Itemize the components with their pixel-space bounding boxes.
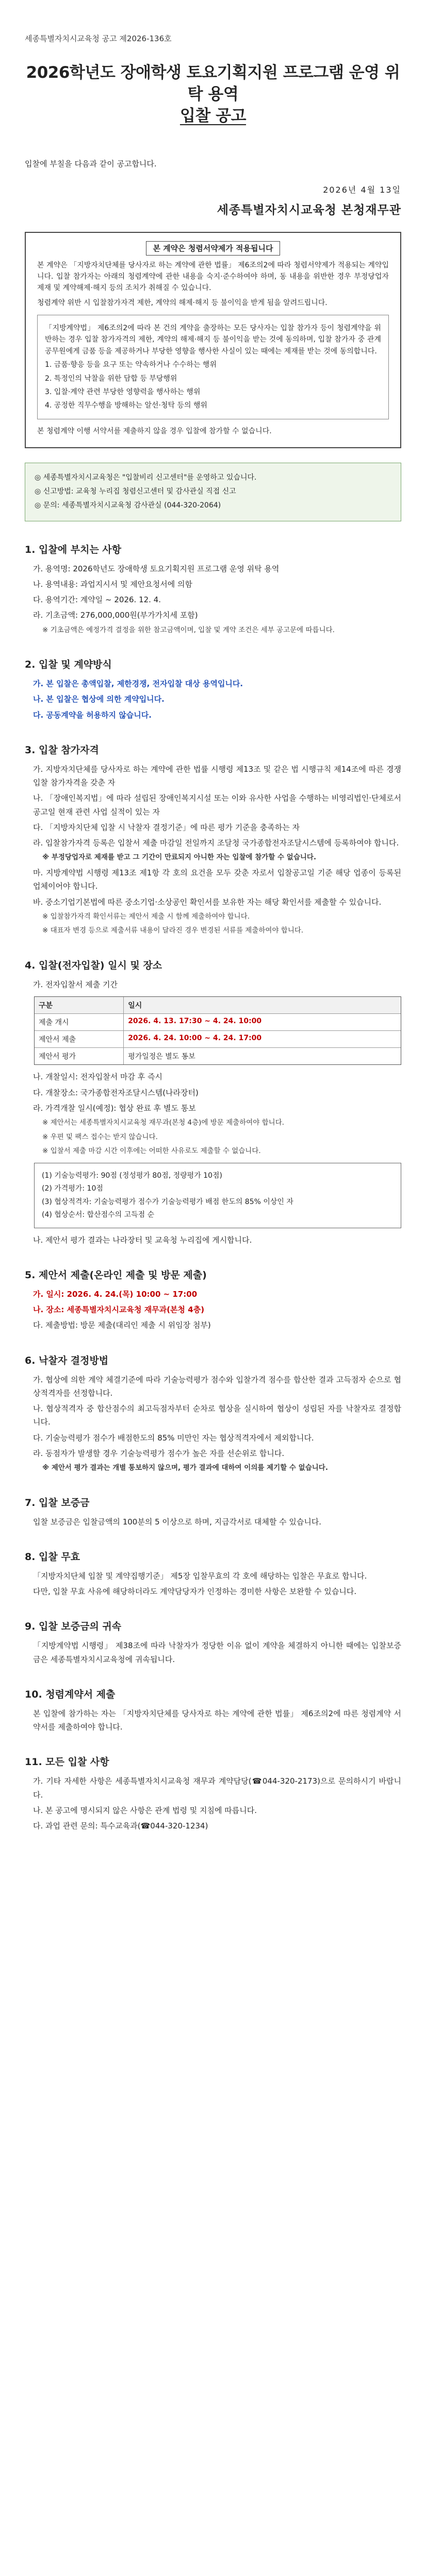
table-cell: 2026. 4. 13. 17:30 ~ 4. 24. 10:00 [128,1017,262,1026]
pledge-inner-box [37,315,389,419]
list-item: 가. 협상에 의한 계약 체결기준에 따라 기술능력평가 점수와 입찰가격 점수를 합산한 결과 고득점자 순으로 협상적격자를 선정합니다. [33,1375,401,1398]
list-item: 라. 입찰참가자격 등록은 입찰서 제출 마감일 전일까지 조달청 국가종합전자조달시스템에 등록하여야 합니다. [33,838,399,848]
section-title: 7. 입찰 보증금 [25,1497,90,1509]
list-item: 라. 기초금액: 276,000,000원(부가가치세 포함) [33,611,198,620]
section-title: 6. 낙찰자 결정방법 [25,1354,109,1366]
list-item: 바. 중소기업기본법에 따른 중소기업·소상공인 확인서를 보유한 자는 해당 확인서를 제출할 수 있습니다. [33,897,382,907]
note: ※ 입찰서 제출 마감 시간 이후에는 어떠한 사유로도 제출할 수 없습니다. [42,1147,261,1156]
section-title: 1. 입찰에 부치는 사항 [25,544,122,555]
table-cell: 제출 개시 [35,1014,124,1030]
table-cell: 2026. 4. 24. 10:00 ~ 4. 24. 17:00 [128,1034,262,1043]
section-11 [25,1754,401,1833]
section-5 [25,1267,401,1332]
list-item: 「지방계약법 시행령」 제38조에 따라 낙찰자가 정당한 이유 없이 계약을 체결하지 아니한 때에는 입찰보증금은 세종특별자치시교육청에 귀속됩니다. [33,1641,401,1664]
document-title [25,62,401,127]
list-item: 가. 지방자치단체를 당사자로 하는 계약에 관한 법률 시행령 제13조 및 같은 법 시행규칙 제14조에 따른 경쟁입찰 참가자격을 갖춘 자 [33,764,401,788]
list-item: 가. 전자입찰서 제출 기간 [33,980,118,990]
list-item: 나. 개찰일시: 전자입찰서 마감 후 즉시 [33,1072,163,1082]
list-item: 라. 동점자가 발생할 경우 기술능력평가 점수가 높은 자를 선순위로 합니다. [33,1448,285,1458]
section-3 [25,742,401,937]
section-10 [25,1687,401,1734]
list-item: 다. 과업 관련 문의: 특수교육과(☎044-320-1234) [33,1821,208,1831]
list-item: 다. 기술능력평가 점수가 배점한도의 85% 미만인 자는 협상적격자에서 제외합니다. [33,1433,314,1443]
pledge-paragraph: 본 계약은 「지방자치단체를 당사자로 하는 계약에 관한 법률」 제6조의2에 따라 청렴서약제가 적용되는 계약입니다. 입찰 참가자는 아래의 청렴계약에 관한 내용을 숙지·준수하여야 하며, 동 내용을 위반한 경우 부정당업자 제재 및 계약해제·해지 등의 조치가 취해질 수 있습니다. [37,261,389,293]
section-title: 8. 입찰 무효 [25,1551,80,1563]
report-notice-box [25,463,401,521]
notice-line: ◎ 신고방법: 교육청 누리집 청렴신고센터 및 감사관실 직접 신고 [35,487,236,496]
list-item: 마. 지방계약법 시행령 제13조 제1항 각 호의 요건을 모두 갖춘 자로서 입찰공고일 기준 해당 업종이 등록된 업체이어야 합니다. [33,868,401,891]
integrity-pledge-heading: 본 계약은 청렴서약제가 적용됩니다 [37,242,389,255]
title-line-2: 입찰 공고 [179,106,247,125]
list-item: 다. 용역기간: 계약일 ~ 2026. 12. 4. [33,595,161,605]
section-4 [25,958,401,1247]
section-1 [25,542,401,637]
section-6 [25,1353,401,1475]
section-title: 3. 입찰 참가자격 [25,744,99,756]
section-title: 4. 입찰(전자입찰) 일시 및 장소 [25,960,162,972]
pledge-inner-text: 1. 금품·향응 등을 요구 또는 약속하거나 수수하는 행위 [45,361,217,369]
list-item: 가. 기타 자세한 사항은 세종특별자치시교육청 재무과 계약담당(☎044-320-2173)으로 문의하시기 바랍니다. [33,1776,401,1800]
list-item: 다만, 입찰 무효 사유에 해당하더라도 계약담당자가 인정하는 경미한 사항은 보완할 수 있습니다. [33,1587,357,1597]
table-row [35,997,401,1013]
list-item: 가. 용역명: 2026학년도 장애학생 토요기획지원 프로그램 운영 위탁 용역 [33,564,280,573]
section-title: 9. 입찰 보증금의 귀속 [25,1621,122,1633]
note: ※ 기초금액은 예정가격 결정을 위한 참고금액이며, 입찰 및 계약 조건은 세부 공고문에 따릅니다. [42,625,335,634]
warning-note: ※ 부정당업자로 제재를 받고 그 기간이 만료되지 아니한 자는 입찰에 참가할 수 없습니다. [42,853,317,862]
pledge-closing: 본 청렴계약 이행 서약서를 제출하지 않을 경우 입찰에 참가할 수 없습니다. [37,427,272,435]
list-item: 다. 공동계약을 허용하지 않습니다. [33,710,152,720]
criteria-line: (2) 가격평가: 10점 [42,1184,103,1193]
section-7 [25,1495,401,1529]
evaluation-criteria-box [34,1163,401,1228]
table-cell: 제안서 평가 [35,1048,124,1064]
list-item: 입찰 보증금은 입찰금액의 100분의 5 이상으로 하며, 지급각서로 대체할 수 있습니다. [33,1517,322,1527]
pledge-inner-text: 「지방계약법」 제6조의2에 따라 본 건의 계약을 출장하는 모든 당사자는 입찰 참가자 등이 청렴계약을 위반하는 경우 입찰 참가자격의 제한, 계약의 해제·해지 등 불이익을 받는 것에 동의하며, 입찰 참가자 중 관계 공무원에게 금품 등을 제공하거나 부당한 영향을 행사한 사실이 있는 때에는 제재를 받는 것에 동의합니다. [45,324,381,355]
notice-line: ◎ 세종특별자치시교육청은 "입찰비리 신고센터"를 운영하고 있습니다. [35,473,257,482]
integrity-pledge-box [25,232,401,449]
list-item: 라. 가격개찰 일시(예정): 협상 완료 후 별도 통보 [33,1103,196,1113]
table-row [35,1030,401,1047]
table-cell: 구분 [35,997,124,1013]
note: ※ 제안서는 세종특별자치시교육청 재무과(본청 4층)에 방문 제출하여야 합니다. [42,1118,285,1127]
section-title: 11. 모든 입찰 사항 [25,1756,109,1768]
list-item: 나. 본 공고에 명시되지 않은 사항은 관계 법령 및 지침에 따릅니다. [33,1805,257,1815]
intro-text: 입찰에 부칠을 다음과 같이 공고합니다. [25,159,157,168]
list-item: 다. 제출방법: 방문 제출(대리인 제출 시 위임장 첨부) [33,1320,211,1330]
table-cell: 평가일정은 별도 통보 [128,1053,195,1061]
schedule-table [34,996,401,1065]
list-item: 나. 협상적격자 중 합산점수의 최고득점자부터 순차로 협상을 실시하여 협상이 성립된 자를 낙찰자로 결정합니다. [33,1404,401,1427]
pledge-paragraph: 청렴계약 위반 시 입찰참가자격 제한, 계약의 해제·해지 등 불이익을 받게 됨을 알려드립니다. [37,298,327,307]
list-item: 나. 용역내용: 과업지시서 및 제안요청서에 의함 [33,579,192,589]
pledge-inner-text: 3. 입찰·계약 관련 부당한 영향력을 행사하는 행위 [45,388,201,397]
table-row [35,1013,401,1030]
criteria-line: (3) 협상적격자: 기술능력평가 점수가 기술능력평가 배점 한도의 85% 이상인 자 [42,1197,293,1206]
note: ※ 대표자 변경 등으로 제출서류 내용이 달라진 경우 변경된 서류를 제출하여야 합니다. [42,926,304,935]
section-9 [25,1619,401,1666]
list-item: 본 입찰에 참가하는 자는 「지방자치단체를 당사자로 하는 계약에 관한 법률」 제6조의2에 따른 청렴계약 서약서를 제출하여야 합니다. [33,1708,401,1732]
section-title: 10. 청렴계약서 제출 [25,1688,116,1700]
criteria-line: (1) 기술능력평가: 90점 (정성평가 80점, 정량평가 10점) [42,1171,222,1180]
warning-note: ※ 제안서 평가 결과는 개별 통보하지 않으며, 평가 결과에 대하여 이의를 제기할 수 없습니다. [42,1464,328,1472]
title-line-1: 2026학년도 장애학생 토요기획지원 프로그램 운영 위탁 용역 [26,63,400,104]
list-item: 다. 「지방자치단체 입찰 시 낙찰자 결정기준」에 따른 평가 기준을 충족하는 자 [33,822,300,832]
notice-line: ◎ 문의: 세종특별자치시교육청 감사관실 (044-320-2064) [35,501,221,510]
announcement-date: 2026년 4월 13일 [323,184,401,195]
list-item: 나. 본 입찰은 협상에 의한 계약입니다. [33,694,165,704]
table-row [35,1047,401,1064]
section-8 [25,1549,401,1599]
list-item: 가. 일시: 2026. 4. 24.(목) 10:00 ~ 17:00 [33,1289,198,1299]
announcement-number: 세종특별자치시교육청 공고 제2026-136호 [25,34,172,43]
criteria-line: (4) 협상순서: 합산점수의 고득점 순 [42,1211,155,1219]
note: ※ 입찰참가자격 확인서류는 제안서 제출 시 함께 제출하여야 합니다. [42,912,250,921]
list-item: 나. 제안서 평가 결과는 나라장터 및 교육청 누리집에 게시합니다. [33,1235,252,1245]
pledge-inner-text: 2. 특정인의 낙찰을 위한 담합 등 부당행위 [45,374,177,383]
list-item: 나. 장소: 세종특별자치시교육청 재무과(본청 4층) [33,1305,205,1315]
table-cell: 일시 [128,1002,142,1010]
section-title: 5. 제안서 제출(온라인 제출 및 방문 제출) [25,1269,207,1281]
note: ※ 우편 및 팩스 접수는 받지 않습니다. [42,1132,158,1141]
section-2 [25,657,401,722]
list-item: 다. 개찰장소: 국가종합전자조달시스템(나라장터) [33,1088,199,1097]
list-item: 「지방자치단체 입찰 및 계약집행기준」 제5장 입찰무효의 각 호에 해당하는 입찰은 무효로 합니다. [33,1571,367,1581]
issuer: 세종특별자치시교육청 본청재무관 [217,203,401,217]
pledge-inner-text: 4. 공정한 직무수행을 방해하는 알선·청탁 등의 행위 [45,401,207,410]
list-item: 가. 본 입찰은 총액입찰, 제한경쟁, 전자입찰 대상 용역입니다. [33,679,243,689]
list-item: 나. 「장애인복지법」에 따라 설립된 장애인복지시설 또는 이와 유사한 사업을 수행하는 비영리법인·단체로서 공고일 현재 관련 사업 실적이 있는 자 [33,793,401,817]
section-title: 2. 입찰 및 계약방식 [25,659,112,671]
table-cell: 제안서 제출 [35,1031,124,1047]
